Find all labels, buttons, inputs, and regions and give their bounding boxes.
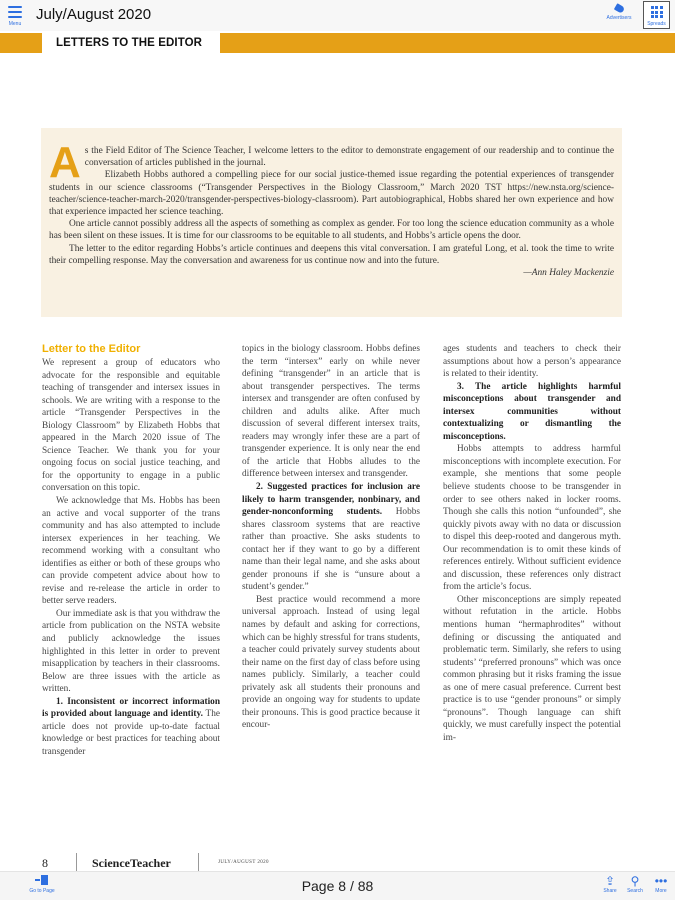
page-indicator: Page 8 / 88	[301, 878, 374, 894]
more-label: More	[655, 888, 667, 894]
footer-divider	[198, 853, 199, 871]
point-text: Hobbs shares classroom systems that are reactive rather than proactive. She asks students to contact her if they want to go by a different name than their legal name, and she asks about gender pronouns if she is “unsure about a student’s gender.”	[242, 507, 420, 593]
point-heading: 3. The article highlights harmful misconceptions about transgender and intersex communities without contextualizing or dismantling the misconceptions.	[443, 381, 621, 442]
menu-label: Menu	[8, 21, 22, 27]
spreads-view-button[interactable]	[643, 1, 670, 29]
point-heading: 2. Suggested practices for inclusion are likely to harm transgender, nonbinary, and gender-nonconforming students.	[242, 482, 420, 518]
spreads-label: Spreads	[647, 21, 666, 27]
share-icon: ⇪	[604, 874, 616, 888]
more-button[interactable]	[648, 875, 674, 894]
intro-paragraph: s the Field Editor of The Science Teacher, I welcome letters to the editor to demonstrate engagement of our readership and to continue the conversation of articles published in the journal.	[84, 146, 614, 169]
letter-paragraph	[242, 481, 420, 594]
search-label: Search	[627, 888, 643, 894]
share-button[interactable]	[597, 875, 623, 894]
share-label: Share	[603, 888, 617, 894]
letter-paragraph: topics in the biology classroom. Hobbs defines the term “intersex” early on while never defining “transgender” in an article that is about transgender perspectives. The terms intersex and transgender are often confused by children and adults alike. After much discussion of several different intersex traits, readers may wrongly infer these are a part of transgender experience. It is only near the end of the article that Hobbs alludes to the difference between intersex and transgender.	[242, 344, 420, 480]
tag-icon	[613, 3, 624, 14]
letter-paragraph: Other misconceptions are simply repeated without refutation in the article. Hobbs mentions human “hermaphrodites” without defining or discussing the antiquated and problematic term. Similarly, she refers to using students’ “preferred pronouns” which was once common phrasing but it risks framing the issue as one of mere casual preference. Current best practice is to use “gender pronouns” or simply “pronouns”. Though language can shift quickly, we must carefully inspect the potential im-	[443, 594, 621, 743]
intro-paragraph: Elizabeth Hobbs authored a compelling piece for our social justice-themed issue regarding the potential experiences of transgender students in our science classrooms (“Transgender Perspectives in the Biology Classroom,” March 2020 TST https://new.nsta.org/science-teacher/science-teacher-march-2020/transgender-perspectives-biology-classroom). Part autobiographical, Hobbs shared her own experience and how that experience impacted her science teaching.	[49, 170, 614, 218]
intro-signature: —Ann Haley Mackenzie	[523, 268, 614, 279]
letter-paragraph: ages students and teachers to check their assumptions about how a person’s appearance is related to their identity.	[443, 344, 621, 380]
advertisers-label: Advertisers	[606, 15, 632, 21]
search-icon: ⚲	[630, 874, 640, 888]
bottom-toolbar	[0, 871, 675, 900]
grid-icon	[651, 6, 663, 18]
advertisers-button[interactable]	[601, 5, 637, 21]
magazine-logo: ScienceTeacher	[92, 856, 171, 870]
hamburger-icon	[8, 6, 22, 18]
letter-paragraph: Hobbs attempts to address harmful misconceptions with incomplete execution. For example, she mentions that some people believe students choose to be transgender in order to see others naked in locker rooms. Though she calls this notion “unfounded”, she quickly pivots away with no data or discussion to dispel this deep-rooted and dangerous myth. Our recommendation is to omit these kinds of references entirely. Without sufficient evidence and discussion, these references only distract from the article’s focus.	[443, 444, 621, 593]
more-icon: •••	[654, 874, 668, 888]
issue-date: JULY/AUGUST 2020	[218, 860, 269, 865]
letter-paragraph: Best practice would recommend a more universal approach. Instead of using legal names by default and asking for corrections, which can be highly stressful for trans students, a teacher could privately survey students about their name on the first day of class before using names publicly. Similarly, a teacher could privately ask all students their pronouns and provide an ongoing way for students to update their pronouns. This is good practice because it encour-	[242, 594, 420, 731]
menu-button[interactable]	[4, 4, 26, 30]
intro-paragraph: One article cannot possibly address all the aspects of something as complex as gender. For too long the science education community as a whole has been silent on these issues. It is time for our classrooms to be equitable to all students, and Hobbs’s article opens the door.	[49, 219, 614, 242]
column-3	[443, 343, 621, 745]
issue-title: July/August 2020	[36, 6, 152, 23]
drop-cap: A	[49, 138, 81, 187]
search-button[interactable]	[622, 875, 648, 894]
letter-paragraph: We acknowledge that Ms. Hobbs has been an active and vocal supporter of the trans community and has also attempted to include intersex experiences in her teaching. We recommend working with a consultant who identifies as either or both of these groups who can provide competent advice about how to revise and re-release the article in order to better serve readers.	[42, 496, 220, 607]
column-1	[42, 342, 220, 759]
page-folio: 8	[42, 856, 48, 870]
magazine-page[interactable]	[0, 31, 675, 871]
letter-paragraph: We represent a group of educators who advocate for the responsible and equitable teaching of transgender and intersex issues in schools. We are writing with a response to the article “Transgender Perspectives in the Biology Classroom” by Elizabeth Hobbs that appeared in the March 2020 issue of The Science Teacher. We thank you for your ongoing focus on social justice teaching, and for the opportunity to engage in a public conversation on this topic.	[42, 358, 220, 494]
intro-paragraph: The letter to the editor regarding Hobbs’s article continues and deepens this vital conversation. I am grateful Long, et al. took the time to write their compelling response. May the conversation and awareness for us continue now and into the future.	[49, 243, 614, 266]
go-to-page-label: Go to Page	[29, 888, 55, 894]
section-label: LETTERS TO THE EDITOR	[42, 31, 220, 53]
letter-paragraph: Our immediate ask is that you withdraw the article from publication on the NSTA website and publicly acknowledge the issues highlighted in this letter in order to prevent misapplication by teachers in their classrooms. Below are three issues with the article as written.	[42, 608, 220, 695]
point-heading: 1. Inconsistent or incorrect information is provided about language and identity.	[42, 696, 220, 720]
page-footer	[0, 849, 675, 871]
editor-intro-box	[41, 128, 622, 317]
letter-paragraph	[443, 381, 621, 444]
footer-divider	[76, 853, 77, 871]
column-2	[242, 343, 420, 732]
top-toolbar	[0, 0, 675, 31]
letter-paragraph	[42, 696, 220, 759]
point-text: The article does not provide up-to-date factual knowledge or best practices for teaching about transgender	[42, 709, 220, 757]
letter-heading: Letter to the Editor	[42, 343, 141, 355]
